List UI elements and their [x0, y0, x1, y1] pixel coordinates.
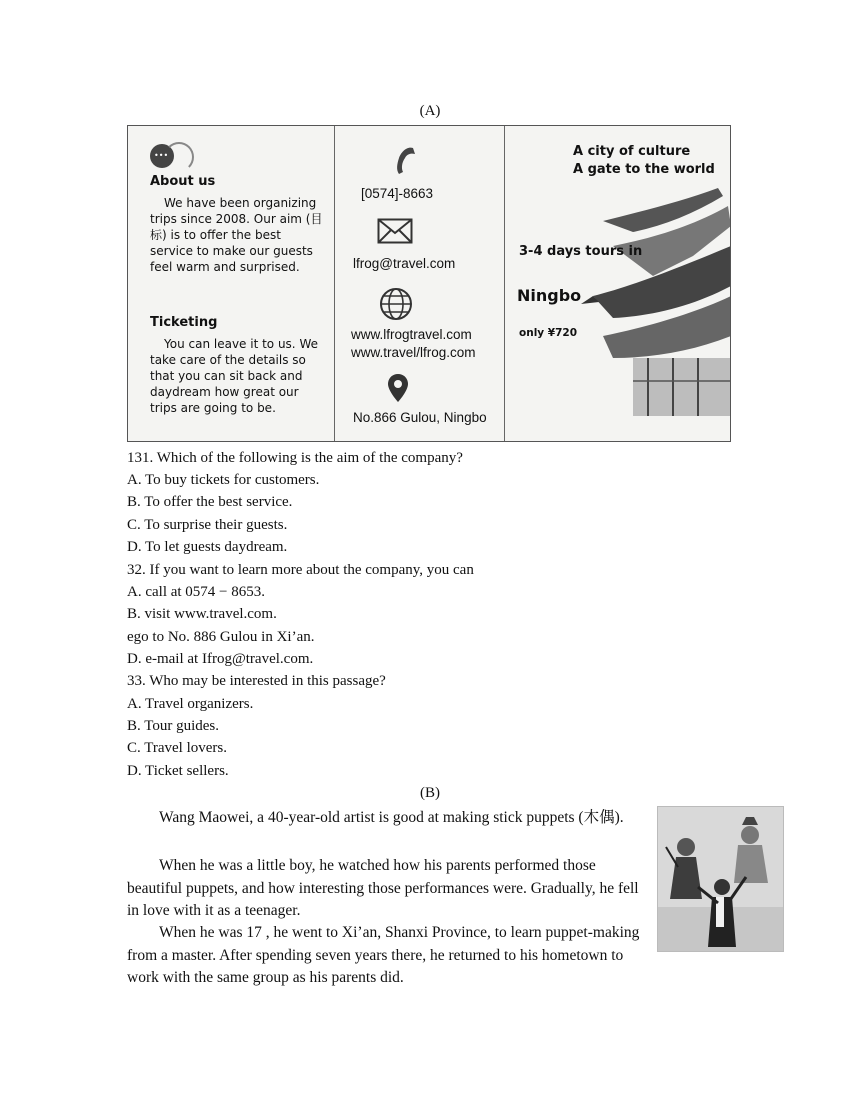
answer-option: D. To let guests daydream. [127, 539, 288, 555]
about-text: We have been organizing trips since 2008. Our aim (目标) is to offer the best service to make our guests feel warm and surprised. [150, 196, 323, 274]
tour-price: only ¥720 [519, 327, 578, 339]
about-heading: About us [150, 174, 216, 189]
answer-option: A. call at 0574 − 8653. [127, 584, 266, 600]
slogan-line-1: A city of culture [573, 144, 691, 159]
answer-option: B. Tour guides. [127, 718, 220, 734]
phone-number: [0574]-8663 [361, 186, 434, 201]
ticketing-heading: Ticketing [150, 315, 218, 330]
address: No.866 Gulou, Ningbo [353, 410, 487, 425]
section-b-title: (B) [420, 785, 440, 801]
globe-icon [379, 287, 413, 321]
website-1: www.lfrogtravel.com [351, 327, 472, 342]
envelope-icon [377, 218, 413, 244]
answer-option: C. Travel lovers. [127, 740, 228, 756]
answer-option: B. To offer the best service. [127, 494, 293, 510]
tour-days: 3-4 days tours in [519, 244, 643, 259]
website-2: www.travel/lfrog.com [351, 345, 476, 360]
puppet-photo [657, 806, 784, 952]
answer-option: C. To surprise their guests. [127, 517, 288, 533]
passage-paragraph: When he was a little boy, he watched how his parents performed those beautiful puppets, and how interesting those performances were. Gradually, he fell in love with it as a teenager. [127, 857, 639, 919]
answer-option: ego to No. 886 Gulou in Xi’an. [127, 629, 315, 645]
ticketing-text: You can leave it to us. We take care of the details so that you can sit back and daydream how great our trips are going to be. [150, 337, 318, 415]
answer-option: D. Ticket sellers. [127, 763, 229, 779]
city-name: Ningbo [517, 286, 582, 305]
passage-paragraph: Wang Maowei, a 40-year-old artist is good at making stick puppets (木偶). [159, 809, 624, 826]
answer-option: D. e-mail at Ifrog@travel.com. [127, 651, 314, 667]
passage-paragraph: When he was 17 , he went to Xi’an, Shanxi Province, to learn puppet-making from a master. After spending seven years there, he returned to his hometown to work with the same group as his parents did. [127, 924, 640, 986]
travel-brochure [127, 125, 731, 442]
question-line: 131. Which of the following is the aim of the company? [127, 450, 463, 466]
brochure-panel-promo [505, 126, 730, 441]
slogan-line-2: A gate to the world [573, 162, 715, 177]
pagoda-illustration [573, 186, 730, 416]
answer-option: A. To buy tickets for customers. [127, 472, 320, 488]
phone-icon [387, 144, 421, 178]
question-line: 32. If you want to learn more about the company, you can [127, 562, 474, 578]
location-pin-icon [387, 373, 409, 403]
question-line: 33. Who may be interested in this passage? [127, 673, 386, 689]
section-a-title: (A) [419, 103, 441, 119]
chat-bubble-icon [150, 144, 194, 174]
answer-option: A. Travel organizers. [127, 696, 254, 712]
brochure-panel-about [128, 126, 335, 441]
answer-option: B. visit www.travel.com. [127, 606, 277, 622]
brochure-panel-contact [335, 126, 505, 441]
email-address: lfrog@travel.com [353, 256, 456, 271]
